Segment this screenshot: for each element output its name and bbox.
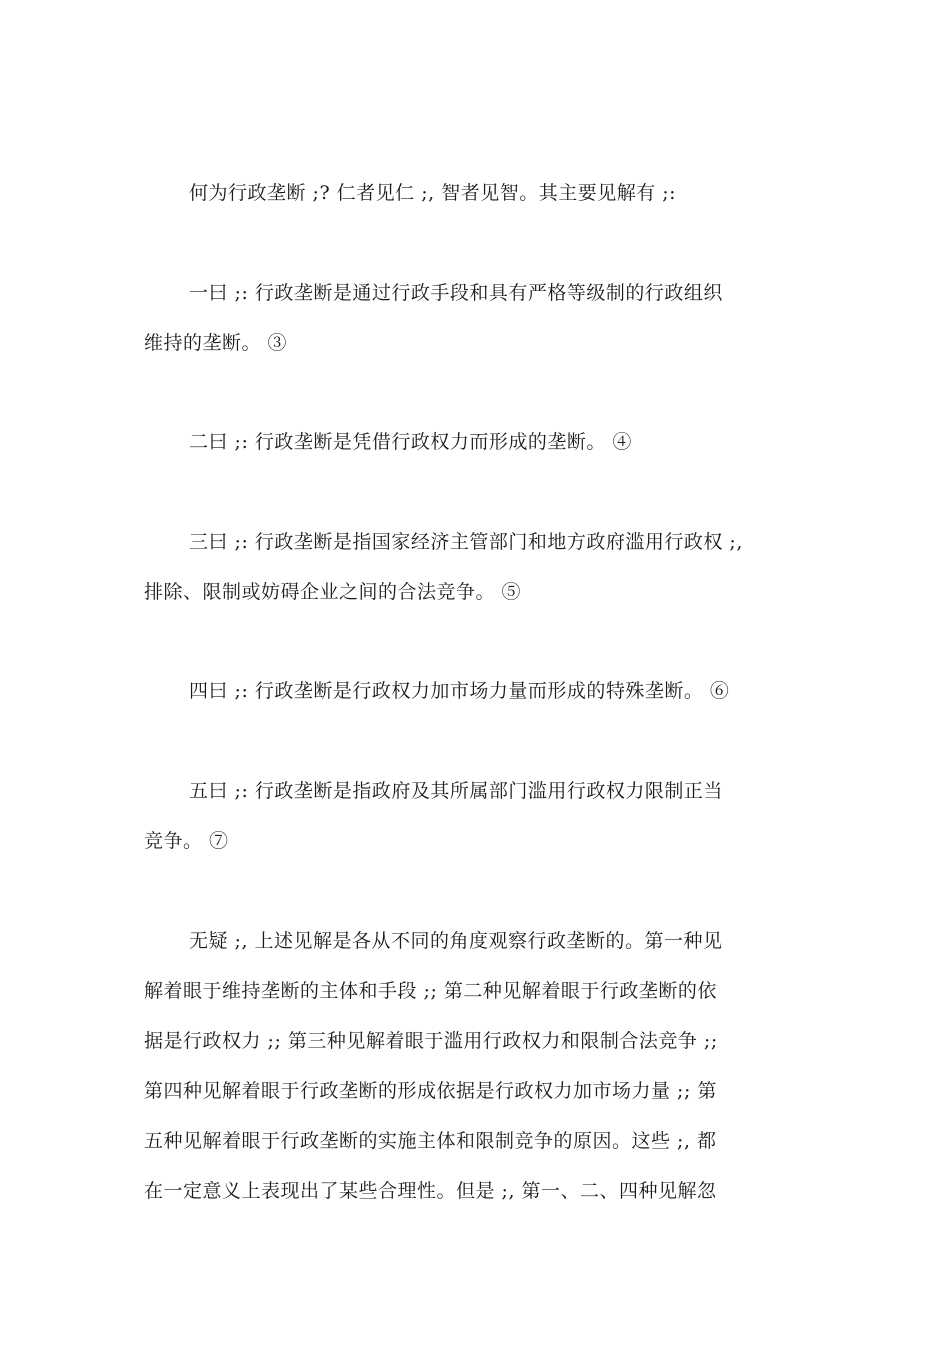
- paragraph-analysis-line-2: 解着眼于维持垄断的主体和手段 ;; 第二种见解着眼于行政垄断的依: [144, 980, 717, 1002]
- paragraph-view-5-line-1: 五曰 ;: 行政垄断是指政府及其所属部门滥用行政权力限制正当: [189, 780, 723, 802]
- paragraph-view-3-line-1: 三曰 ;: 行政垄断是指国家经济主管部门和地方政府滥用行政权 ;,: [189, 531, 743, 553]
- paragraph-view-2-line-1: 二曰 ;: 行政垄断是凭借行政权力而形成的垄断。 ④: [189, 431, 632, 453]
- paragraph-analysis-line-3: 据是行政权力 ;; 第三种见解着眼于滥用行政权力和限制合法竞争 ;;: [144, 1030, 718, 1052]
- paragraph-analysis-line-1: 无疑 ;, 上述见解是各从不同的角度观察行政垄断的。第一种见: [189, 930, 723, 952]
- paragraph-analysis-line-6: 在一定意义上表现出了某些合理性。但是 ;, 第一、二、四种见解忽: [144, 1180, 717, 1202]
- paragraph-analysis-line-4: 第四种见解着眼于行政垄断的形成依据是行政权力加市场力量 ;; 第: [144, 1080, 717, 1102]
- paragraph-analysis-line-5: 五种见解着眼于行政垄断的实施主体和限制竞争的原因。这些 ;, 都: [144, 1130, 717, 1152]
- paragraph-intro-line-1: 何为行政垄断 ;? 仁者见仁 ;, 智者见智。其主要见解有 ;:: [189, 182, 677, 204]
- paragraph-view-5-line-2: 竞争。 ⑦: [144, 830, 229, 852]
- paragraph-view-3-line-2: 排除、限制或妨碍企业之间的合法竞争。 ⑤: [144, 581, 522, 603]
- paragraph-view-4-line-1: 四曰 ;: 行政垄断是行政权力加市场力量而形成的特殊垄断。 ⑥: [189, 680, 730, 702]
- paragraph-view-1-line-1: 一曰 ;: 行政垄断是通过行政手段和具有严格等级制的行政组织: [189, 282, 723, 304]
- paragraph-view-1-line-2: 维持的垄断。 ③: [144, 332, 288, 354]
